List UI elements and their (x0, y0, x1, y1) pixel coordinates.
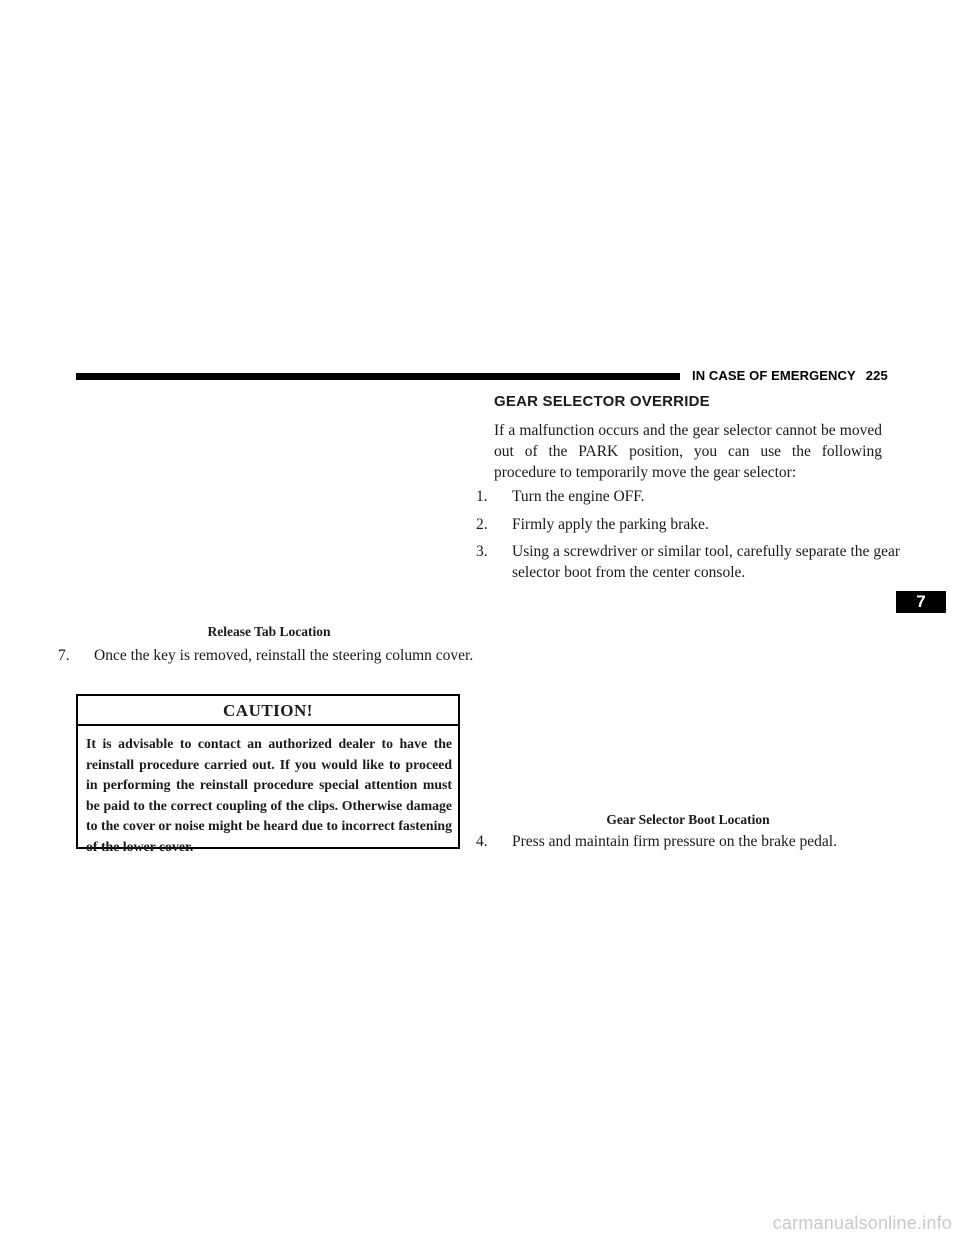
caution-box (76, 694, 460, 854)
header-rule (76, 373, 680, 380)
chapter-tab: 7 (896, 591, 946, 613)
figure-caption-release-tab: Release Tab Location (207, 624, 331, 639)
watermark: carmanualsonline.info (772, 1213, 952, 1233)
step-number: 4. (476, 833, 488, 850)
step-text: Firmly apply the parking brake. (512, 516, 709, 533)
page-number: 225 (865, 368, 888, 383)
section-heading: GEAR SELECTOR OVERRIDE (494, 393, 710, 410)
intro-paragraph: If a malfunction occurs and the gear selector cannot be moved out of the PARK position, you can use the following procedure to temporarily move the gear selector: (494, 422, 882, 481)
step-text: Using a screwdriver or similar tool, carefully separate the gear selector boot from the center console. (512, 543, 900, 581)
section-title: IN CASE OF EMERGENCY (692, 368, 856, 383)
step-2 (476, 514, 900, 535)
step-1 (476, 486, 900, 507)
step-3 (476, 541, 900, 583)
step-number: 3. (476, 543, 488, 560)
caution-title: CAUTION! (78, 696, 458, 726)
running-header (692, 368, 888, 383)
step-number: 7. (58, 647, 70, 664)
step-text: Press and maintain firm pressure on the brake pedal. (512, 833, 837, 850)
step-text: Turn the engine OFF. (512, 488, 645, 505)
step-number: 2. (476, 516, 488, 533)
step-number: 1. (476, 488, 488, 505)
step-4 (476, 831, 900, 852)
step-7 (58, 645, 480, 666)
step-text: Once the key is removed, reinstall the steering column cover. (94, 647, 474, 664)
figure-caption-gear-selector: Gear Selector Boot Location (606, 812, 770, 827)
caution-body: It is advisable to contact an authorized dealer to have the reinstall procedure carried out. If you would like to proceed in performing the reinstall procedure special attention must be paid to the correct coupling of the clips. Otherwise damage to the cover or noise might be heard due to incorrect fastening of the lower cover. (86, 736, 452, 854)
